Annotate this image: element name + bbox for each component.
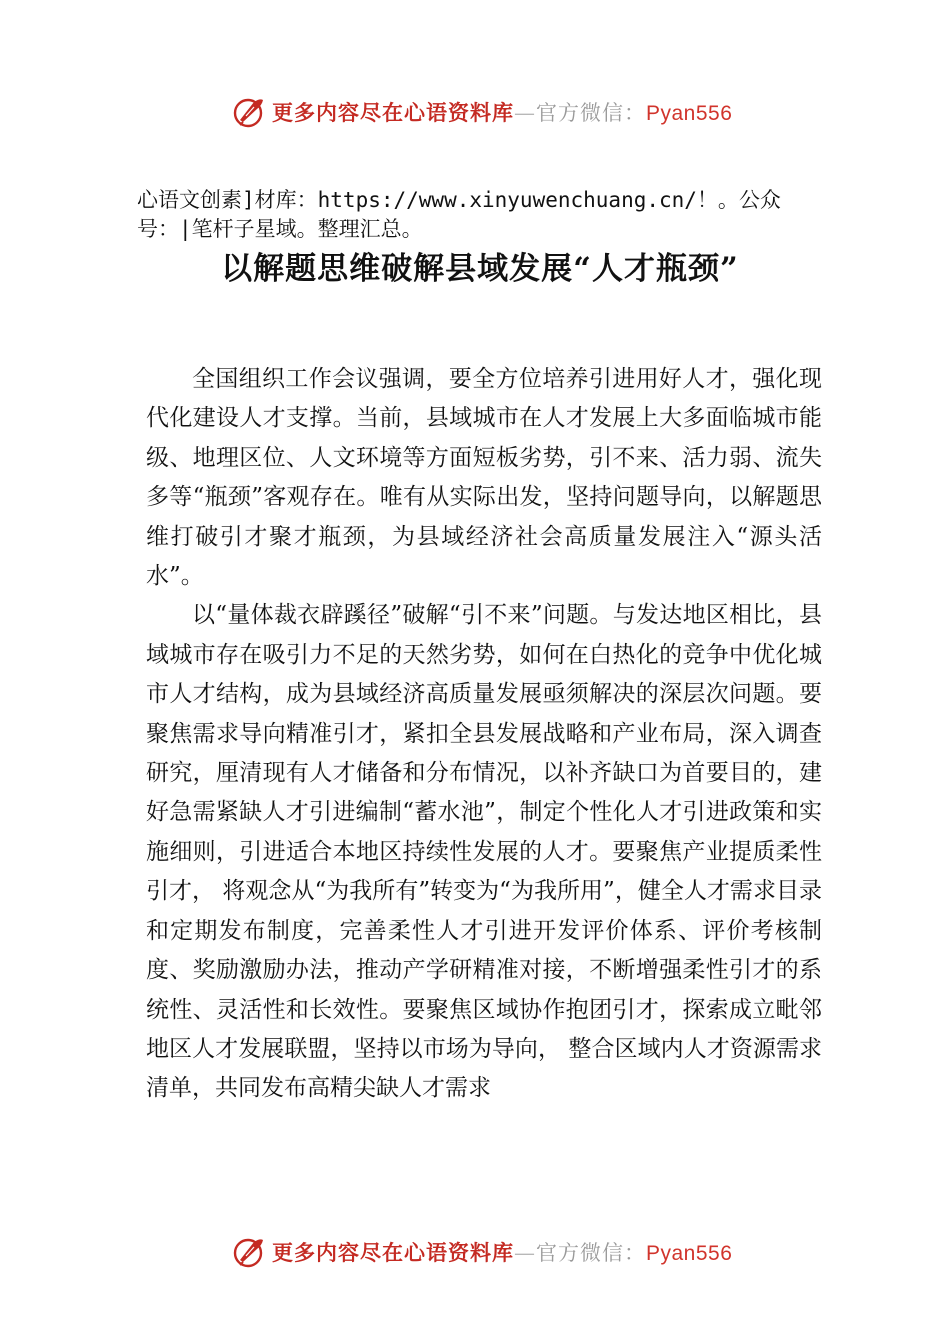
paragraph: 以“量体裁衣辟蹊径”破解“引不来”问题。与发达地区相比，县域城市存在吸引力不足的天然劣势，如何在白热化的竞争中优化城市人才结构，成为县域经济高质量发展亟须解决的深层次问题。要聚焦需求导向精准引才，紧扣全县发展战略和产业布局，深入调查研究，厘清现有人才储备和分布情况，以补齐缺口为首要目的，建好急需紧缺人才引进编制“蓄水池”，制定个性化人才引进政策和实施细则，引进适合本地区持续性发展的人才。要聚焦产业提质柔性引才， 将观念从“为我所有”转变为“为我所用”，健全人才需求目录和定期发布制度，完善柔性人才引进开发评价体系、评价考核制度、奖励激励办法，推动产学研精准对接，不断增强柔性引才的系统性、灵活性和长效性。要聚焦区域协作抱团引才，探索成立毗邻地区人才发展联盟，坚持以市场为导向， 整合区域内人才资源需求清单，共同发布高精尖缺人才需求	[146, 602, 822, 1102]
source-note: 心语文创素]材库：https://www.xinyuwenchuang.cn/！。公众号：|笔杆子星域。整理汇总。	[137, 188, 781, 241]
banner-wechat-label: 官方微信：	[536, 1241, 646, 1265]
banner-wechat-id: Pyan556	[646, 102, 733, 125]
banner-wechat-id: Pyan556	[646, 1242, 733, 1265]
banner-main-text: 更多内容尽在心语资料库	[272, 1240, 514, 1265]
header-banner[interactable]	[232, 92, 752, 132]
banner-wechat-label: 官方微信：	[536, 101, 646, 125]
banner-main-text: 更多内容尽在心语资料库	[272, 100, 514, 125]
footer-banner[interactable]	[232, 1232, 752, 1272]
paragraph: 全国组织工作会议强调，要全方位培养引进用好人才，强化现代化建设人才支撑。当前，县域城市在人才发展上大多面临城市能级、地理区位、人文环境等方面短板劣势，引不来、活力弱、流失多等“瓶颈”客观存在。唯有从实际出发，坚持问题导向，以解题思维打破引才聚才瓶颈，为县域经济社会高质量发展注入“源头活水”。	[146, 366, 822, 590]
header-banner-text	[272, 97, 732, 127]
footer-banner-text	[272, 1237, 732, 1267]
banner-separator: —	[514, 1241, 536, 1265]
quill-pen-logo-icon	[232, 1234, 268, 1270]
document-body	[146, 360, 822, 1109]
quill-pen-logo-icon	[232, 94, 268, 130]
document-title: 以解题思维破解县域发展“人才瓶颈”	[221, 251, 739, 287]
banner-separator: —	[514, 101, 536, 125]
